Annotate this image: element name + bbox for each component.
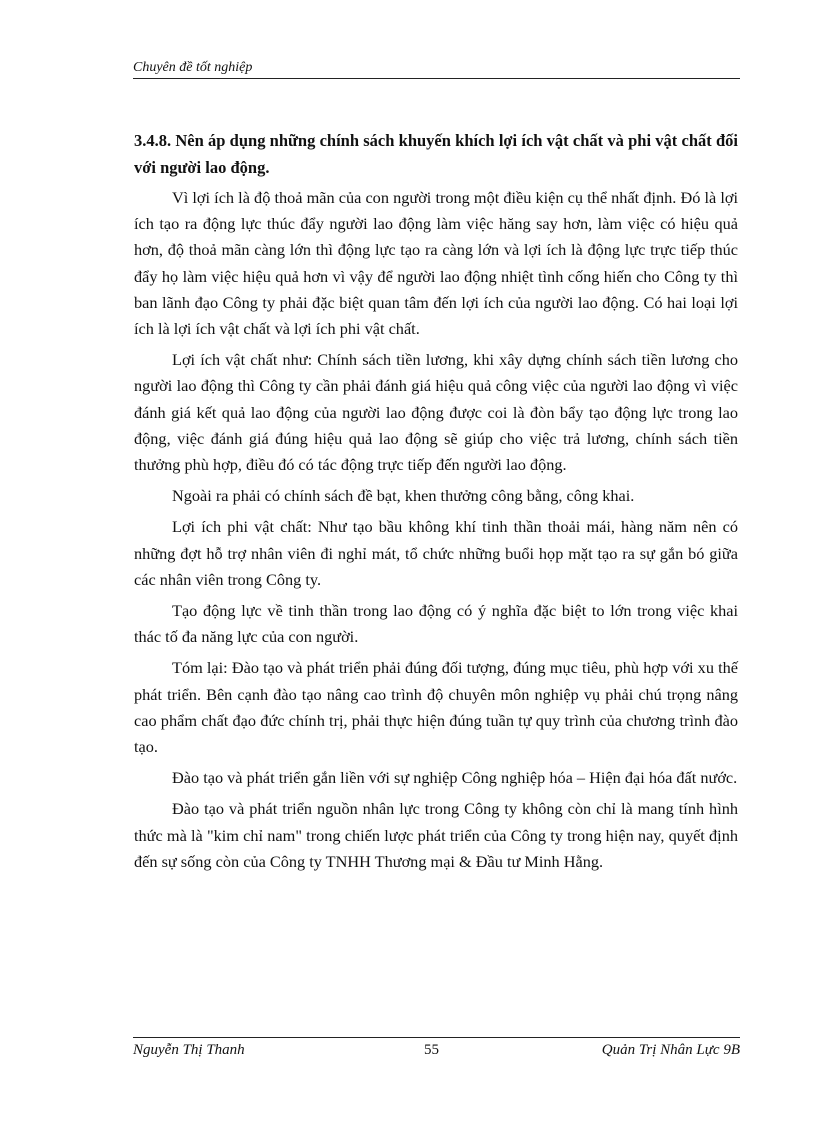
page-header	[133, 58, 740, 79]
footer-course: Quản Trị Nhân Lực 9B	[601, 1042, 740, 1058]
page-number: 55	[424, 1042, 439, 1058]
page-footer	[133, 1037, 740, 1064]
paragraph: Ngoài ra phải có chính sách đề bạt, khen thưởng công bằng, công khai.	[172, 486, 635, 506]
section-heading: 3.4.8. Nên áp dụng những chính sách khuyến khích lợi ích vật chất và phi vật chất đối với người lao động.	[134, 131, 738, 177]
paragraph: Đào tạo và phát triển gắn liền với sự nghiệp Công nghiệp hóa – Hiện đại hóa đất nước.	[172, 768, 738, 788]
footer-author: Nguyễn Thị Thanh	[133, 1042, 245, 1058]
header-title: Chuyên đề tốt nghiệp	[133, 60, 253, 75]
paragraph: Lợi ích vật chất như: Chính sách tiền lương, khi xây dựng chính sách tiền lương cho người lao động thì Công ty cần phải đánh giá hiệu quả công việc của người lao động vì việc đánh giá kết quả lao động của người lao động được coi là đòn bẩy tạo động lực trong lao động, việc đánh giá đúng hiệu quả lao động sẽ giúp cho việc trả lương, chính sách tiền thưởng phù hợp, điều đó có tác động trực tiếp đến người lao động.	[134, 350, 738, 475]
paragraph: Đào tạo và phát triển nguồn nhân lực trong Công ty không còn chỉ là mang tính hình thức mà là "kim chỉ nam" trong chiến lược phát triển của Công ty trong hiện nay, quyết định đến sự sống còn của Công ty TNHH Thương mại & Đầu tư Minh Hằng.	[134, 799, 738, 871]
document-body	[134, 128, 738, 880]
paragraph: Tạo động lực về tinh thần trong lao động có ý nghĩa đặc biệt to lớn trong việc khai thác tố đa năng lực của con người.	[134, 601, 738, 647]
paragraph: Tóm lại: Đào tạo và phát triển phải đúng đối tượng, đúng mục tiêu, phù hợp với xu thế phát triển. Bên cạnh đào tạo nâng cao trình độ chuyên môn nghiệp vụ phải chú trọng nâng cao phẩm chất đạo đức chính trị, phải thực hiện đúng tuần tự quy trình của chương trình đào tạo.	[134, 658, 738, 757]
paragraph: Vì lợi ích là độ thoả mãn của con người trong một điều kiện cụ thể nhất định. Đó là lợi ích tạo ra động lực thúc đẩy người lao động làm việc hăng say hơn, làm việc có hiệu quả hơn, độ thoả mãn càng lớn thì động lực tạo ra càng lớn và lợi ích là động lực trực tiếp thúc đẩy họ làm việc hiệu quả hơn vì vậy để người lao động nhiệt tình cống hiến cho Công ty thì ban lãnh đạo Công ty phải đặc biệt quan tâm đến lợi ích của người lao động. Có hai loại lợi ích là lợi ích vật chất và lợi ích phi vật chất.	[134, 188, 738, 339]
paragraph: Lợi ích phi vật chất: Như tạo bầu không khí tinh thần thoải mái, hàng năm nên có những đợt hỗ trợ nhân viên đi nghỉ mát, tổ chức những buổi họp mặt tạo ra sự gắn bó giữa các nhân viên trong Công ty.	[134, 517, 738, 589]
